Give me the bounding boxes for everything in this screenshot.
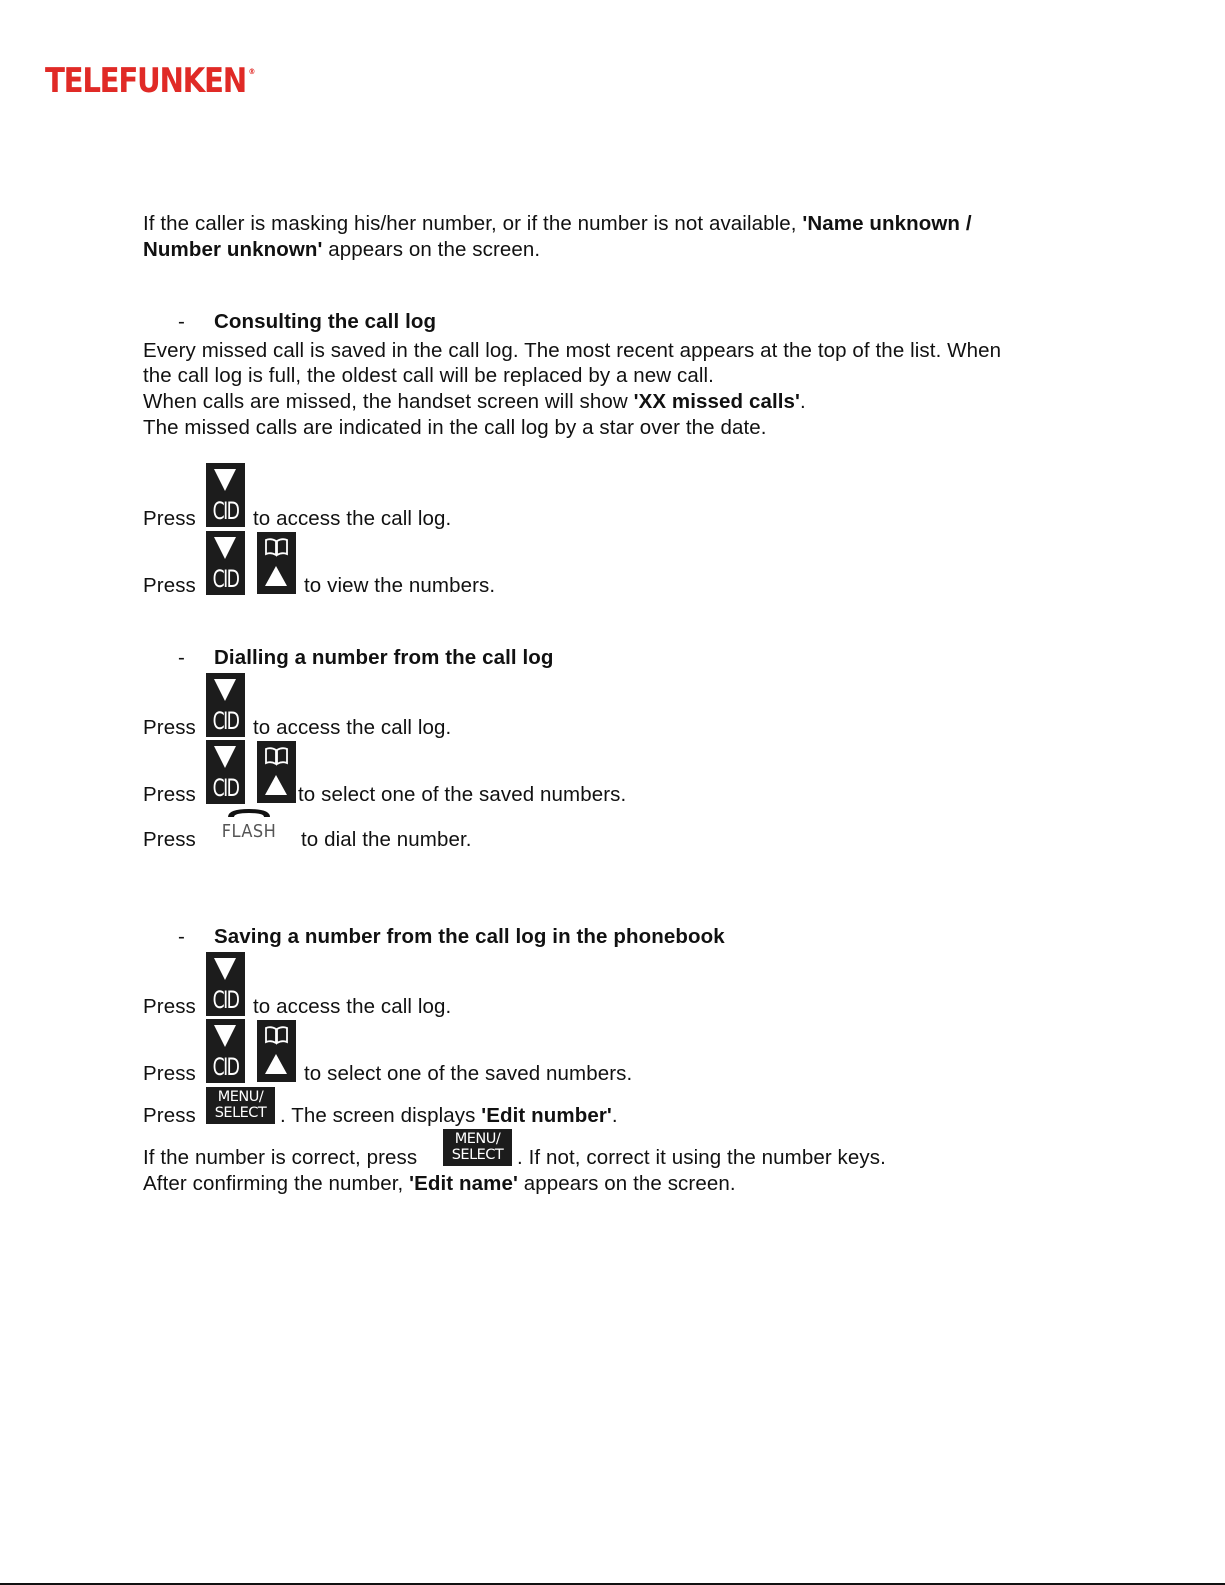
dialling-step-2-text: to select one of the saved numbers. [298,783,627,806]
cid-key-label: CID [212,986,239,1014]
heading-consulting-call-log [178,309,436,335]
cid-key-icon [206,531,245,595]
phonebook-up-key-icon [257,1020,296,1082]
consulting-press-label-1: Press [143,507,196,530]
cid-key-label: CID [212,565,239,593]
consulting-line-3-text: When calls are missed, the handset screen will show [143,390,634,413]
consulting-step-1-text: to access the call log. [253,507,452,530]
saving-step-4-before: If the number is correct, press [143,1146,418,1169]
book-icon [264,537,289,557]
dialling-press-label-1: Press [143,716,196,739]
cid-key-icon [206,1019,245,1083]
book-icon [264,746,289,766]
missed-calls-bold: 'XX missed calls' [633,390,801,413]
intro-bold-number-unknown: Number unknown' [143,238,323,261]
consulting-line-2: the call log is full, the oldest call will be replaced by a new call. [143,364,714,387]
saving-step-5 [143,1171,736,1197]
consulting-line-4: The missed calls are indicated in the call log by a star over the date. [143,416,767,439]
intro-text: If the caller is masking his/her number, or if the number is not available, [143,212,803,235]
flash-key-icon [214,806,284,846]
consulting-line-3 [143,389,806,415]
intro-bold-name-unknown: 'Name unknown / [802,212,972,235]
cid-key-icon [206,463,245,527]
menu-select-key-icon [206,1087,275,1124]
saving-press-label-3: Press [143,1104,196,1127]
intro-text-after: appears on the screen. [322,238,541,261]
saving-step-4-after: . If not, correct it using the number keys. [517,1146,886,1169]
menu-key-line-2: SELECT [214,1105,267,1121]
menu-key-line-1: MENU/ [454,1131,501,1147]
saving-step-3-before: . The screen displays [280,1104,482,1127]
logo-text: TELEFUNKEN [45,61,246,101]
dialling-step-3-text: to dial the number. [301,828,472,851]
menu-select-key-icon [443,1129,512,1166]
dialling-press-label-3: Press [143,828,196,851]
dialling-step-1-text: to access the call log. [253,716,452,739]
telefunken-logo [45,61,256,101]
list-dash: - [178,925,185,948]
consulting-press-label-2: Press [143,574,196,597]
heading-dialling-number [178,645,554,671]
cid-key-label: CID [212,1053,239,1081]
consulting-line-1: Every missed call is saved in the call log. The most recent appears at the top of the list. When [143,339,1002,362]
flash-key-label: FLASH [221,821,277,842]
menu-key-line-1: MENU/ [217,1089,264,1105]
intro-line-2 [143,237,540,263]
list-dash: - [178,646,185,669]
dialling-press-label-2: Press [143,783,196,806]
saving-step-1-text: to access the call log. [253,995,452,1018]
list-dash: - [178,310,185,333]
heading-text: Dialling a number from the call log [214,646,554,669]
saving-press-label-1: Press [143,995,196,1018]
edit-number-bold: 'Edit number' [481,1104,612,1127]
cid-key-icon [206,952,245,1016]
saving-step-5-after: appears on the screen. [517,1172,736,1195]
phonebook-up-key-icon [257,532,296,594]
cid-key-label: CID [212,497,239,525]
cid-key-label: CID [212,707,239,735]
handset-icon [226,806,272,818]
saving-press-label-2: Press [143,1062,196,1085]
heading-text: Saving a number from the call log in the phonebook [214,925,725,948]
heading-text: Consulting the call log [214,310,437,333]
period: . [800,390,806,413]
intro-line-1 [143,211,972,237]
saving-step-2-text: to select one of the saved numbers. [304,1062,633,1085]
cid-key-icon [206,740,245,804]
heading-saving-number [178,924,725,950]
cid-key-icon [206,673,245,737]
menu-key-line-2: SELECT [451,1147,504,1163]
saving-step-5-before: After confirming the number, [143,1172,410,1195]
saving-step-3-text [280,1103,618,1129]
book-icon [264,1025,289,1045]
consulting-step-2-text: to view the numbers. [304,574,496,597]
registered-mark: ® [248,67,256,76]
edit-name-bold: 'Edit name' [409,1172,518,1195]
period: . [611,1104,618,1127]
phonebook-up-key-icon [257,741,296,803]
cid-key-label: CID [212,774,239,802]
